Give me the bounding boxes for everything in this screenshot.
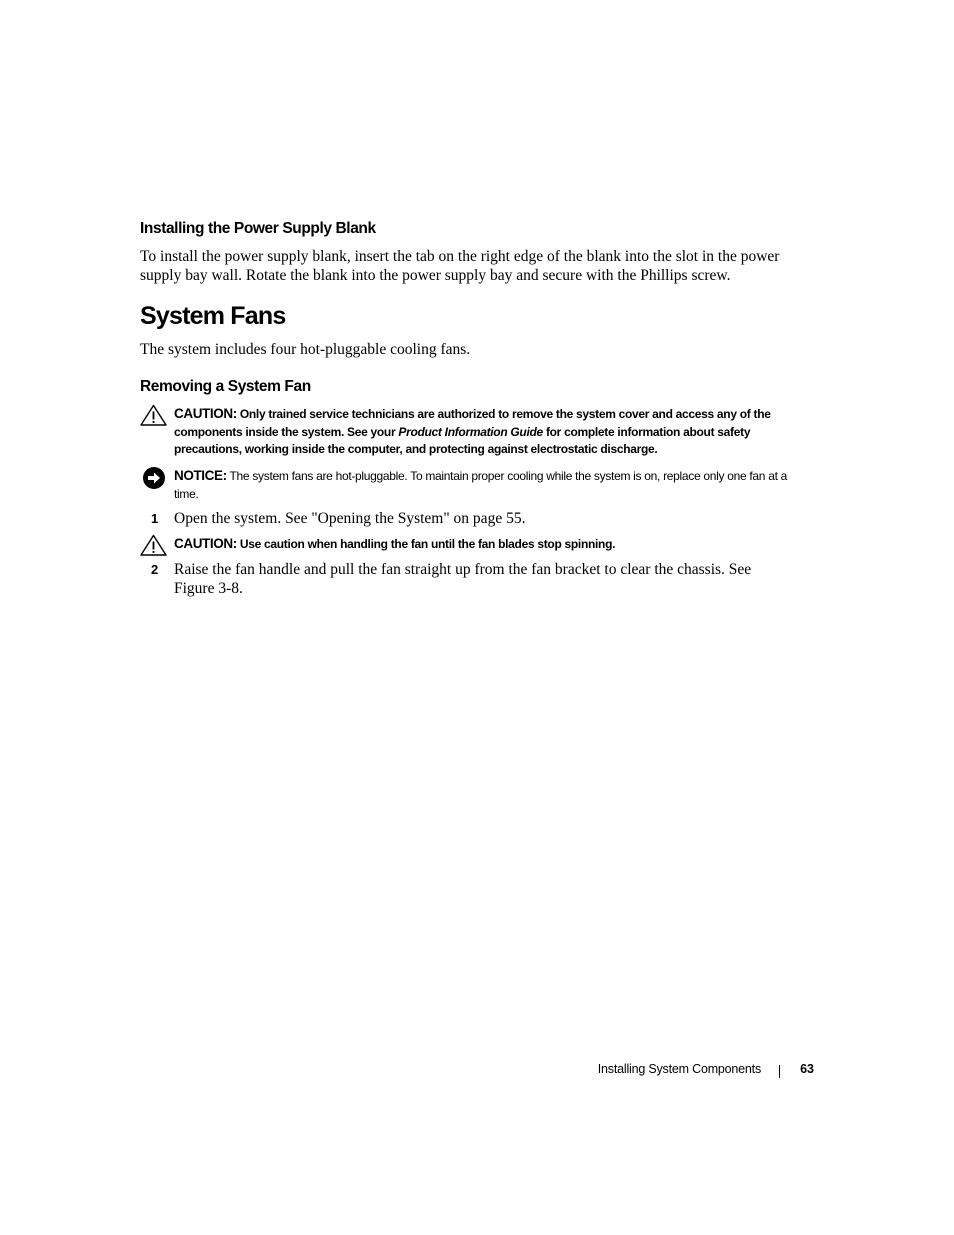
caution-triangle-icon (140, 534, 167, 561)
caution-note (140, 404, 815, 460)
step-text: Open the system. See "Opening the System" on page 55. (174, 510, 526, 527)
step-text: Raise the fan handle and pull the fan straight up from the fan bracket to clear the chassis. See Figure 3-8. (174, 561, 752, 597)
section-heading-psu-blank: Installing the Power Supply Blank (140, 220, 376, 237)
list-item (140, 511, 815, 531)
page-number: 63 (800, 1062, 814, 1076)
step-number: 1 (151, 511, 159, 526)
caution-label: CAUTION: (174, 406, 237, 421)
caution-text: Only trained service technicians are authorized to remove the system cover and access any of the components inside the system. See your (174, 407, 771, 439)
notice-note (140, 465, 815, 505)
fans-intro-paragraph: The system includes four hot-pluggable cooling fans. (140, 341, 471, 358)
caution-triangle-icon (140, 404, 167, 431)
psu-blank-paragraph: To install the power supply blank, insert the tab on the right edge of the blank into the slot in the power supply bay wall. Rotate the blank into the power supply bay and secure with the Phillips screw. (140, 248, 780, 284)
caution-text: Use caution when handling the fan until the fan blades stop spinning. (239, 537, 616, 551)
page-title-system-fans: System Fans (140, 302, 286, 330)
step-number: 2 (151, 562, 159, 577)
caution-text-continued: for complete information about safety precautions, working inside the computer, and protecting against electrostatic discharge. (174, 424, 751, 456)
product-guide-title: Product Information Guide (398, 424, 543, 439)
caution-label: CAUTION: (174, 536, 237, 551)
section-heading-removing-fan: Removing a System Fan (140, 378, 311, 395)
page-footer (560, 1062, 815, 1080)
footer-divider (779, 1065, 780, 1078)
caution-note (140, 534, 815, 558)
notice-label: NOTICE: (174, 468, 227, 483)
notice-text: The system fans are hot-pluggable. To maintain proper cooling while the system is on, replace only one fan at a time. (174, 469, 788, 501)
footer-section-title: Installing System Components (597, 1062, 761, 1076)
notice-arrow-icon (142, 466, 166, 495)
list-item (140, 562, 815, 602)
